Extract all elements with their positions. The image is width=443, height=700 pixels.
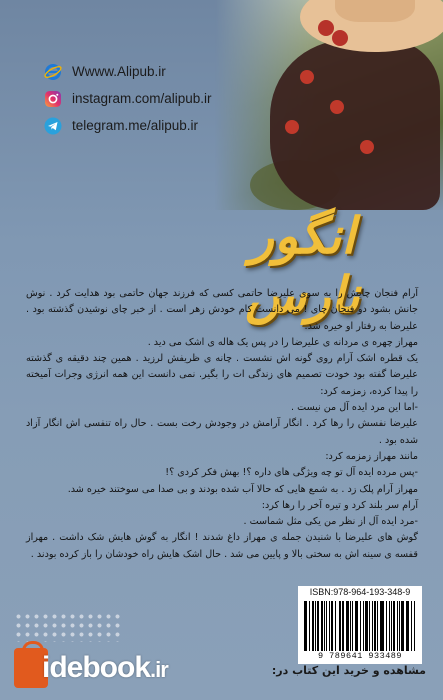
blurb-paragraph: علیرضا نفسش را رها کرد . انگار آرامش در وجودش رخت بست . حال راه تنفسی اش انگار آزاد شده بود . xyxy=(26,418,418,446)
photo-hat-crown xyxy=(335,0,415,22)
blurb-paragraph: آرام سر بلند کرد و تیره آخر را رها کرد: xyxy=(261,499,418,511)
blurb-paragraph: مهراز آرام پلک زد . به شمع هایی که حالا آب شده بودند و بی صدا می سوختند خیره شد. xyxy=(67,483,418,495)
hat-flower xyxy=(332,30,348,46)
isbn-label: ISBN:978-964-193-348-9 xyxy=(309,587,411,597)
contact-instagram[interactable] xyxy=(44,87,212,110)
dress-flower xyxy=(330,100,344,114)
dress-flower xyxy=(285,120,299,134)
footer-banner xyxy=(14,612,434,692)
contact-instagram-text: instagram.com/alipub.ir xyxy=(72,91,212,106)
promo-text: مشاهده و خرید این کتاب در: xyxy=(271,664,426,677)
dot-pattern xyxy=(14,612,124,642)
ie-icon xyxy=(44,63,62,81)
contact-telegram-text: telegram.me/alipub.ir xyxy=(72,118,199,133)
book-title: انگور نارس xyxy=(245,206,360,324)
blurb-paragraph: مهراز چهره ی مردانه ی علیرضا را در پس یک هاله ی اشک می دید . xyxy=(147,336,418,348)
dress-flower xyxy=(360,140,374,154)
publisher-contacts xyxy=(44,60,212,141)
logo-main: idebook xyxy=(42,651,151,684)
blurb-text xyxy=(26,286,418,563)
blurb-paragraph: -اما این مرد ایده آل من نیست . xyxy=(291,402,418,414)
contact-website-text: Wwww.Alipub.ir xyxy=(72,64,166,79)
blurb-paragraph: مانند مهراز زمزمه کرد: xyxy=(325,450,418,462)
blurb-paragraph: -مرد ایده آل از نظر من یکی مثل شماست . xyxy=(243,516,418,528)
blurb-paragraph: یک قطره اشک آرام روی گونه اش نشست . چانه ی ظریفش لرزید . همین چند دقیقه ی گذشته علیرضا گفته بود خودت تصمیم های زندگی ات را بگیر. نمی دانست این همه انرژی وجرات آمیخته را پیدا کرده، زمزمه کرد: xyxy=(26,353,418,397)
contact-website[interactable] xyxy=(44,60,212,83)
logo-tld: .ir xyxy=(150,657,168,682)
blurb-paragraph: آرام فنجان چایش را به سوی علیرضا حاتمی کسی که فرزند جهان حاتمی بود هدایت کرد . نوش جانش بشود دو فنجان چای ! می دانست کام خودش زهر است . از خبر چای نوشیدن گذشته بود . علیرضا به رفتار او خیره شد. xyxy=(26,288,418,332)
instagram-icon xyxy=(44,90,62,108)
dress-flower xyxy=(300,70,314,84)
contact-telegram[interactable] xyxy=(44,114,212,137)
blurb-paragraph: گوش های علیرضا با شنیدن جمله ی مهراز داغ شدند ! انگار به گوش هایش شک داشت . مهراز قفسه ی سینه اش به سختی بالا و پایین می شد . حال اشک هایش راه خودشان را باز کرده بودند . xyxy=(26,532,418,560)
blurb-paragraph: -پس مرده ایده آل تو چه ویژگی های داره ؟! بهش فکر کردی ؟! xyxy=(165,467,418,479)
logo-text xyxy=(42,651,168,685)
idebook-logo[interactable] xyxy=(14,648,214,692)
telegram-icon xyxy=(44,117,62,135)
barcode-number: 9 789641 933489 xyxy=(317,651,402,661)
hat-flower xyxy=(318,20,334,36)
